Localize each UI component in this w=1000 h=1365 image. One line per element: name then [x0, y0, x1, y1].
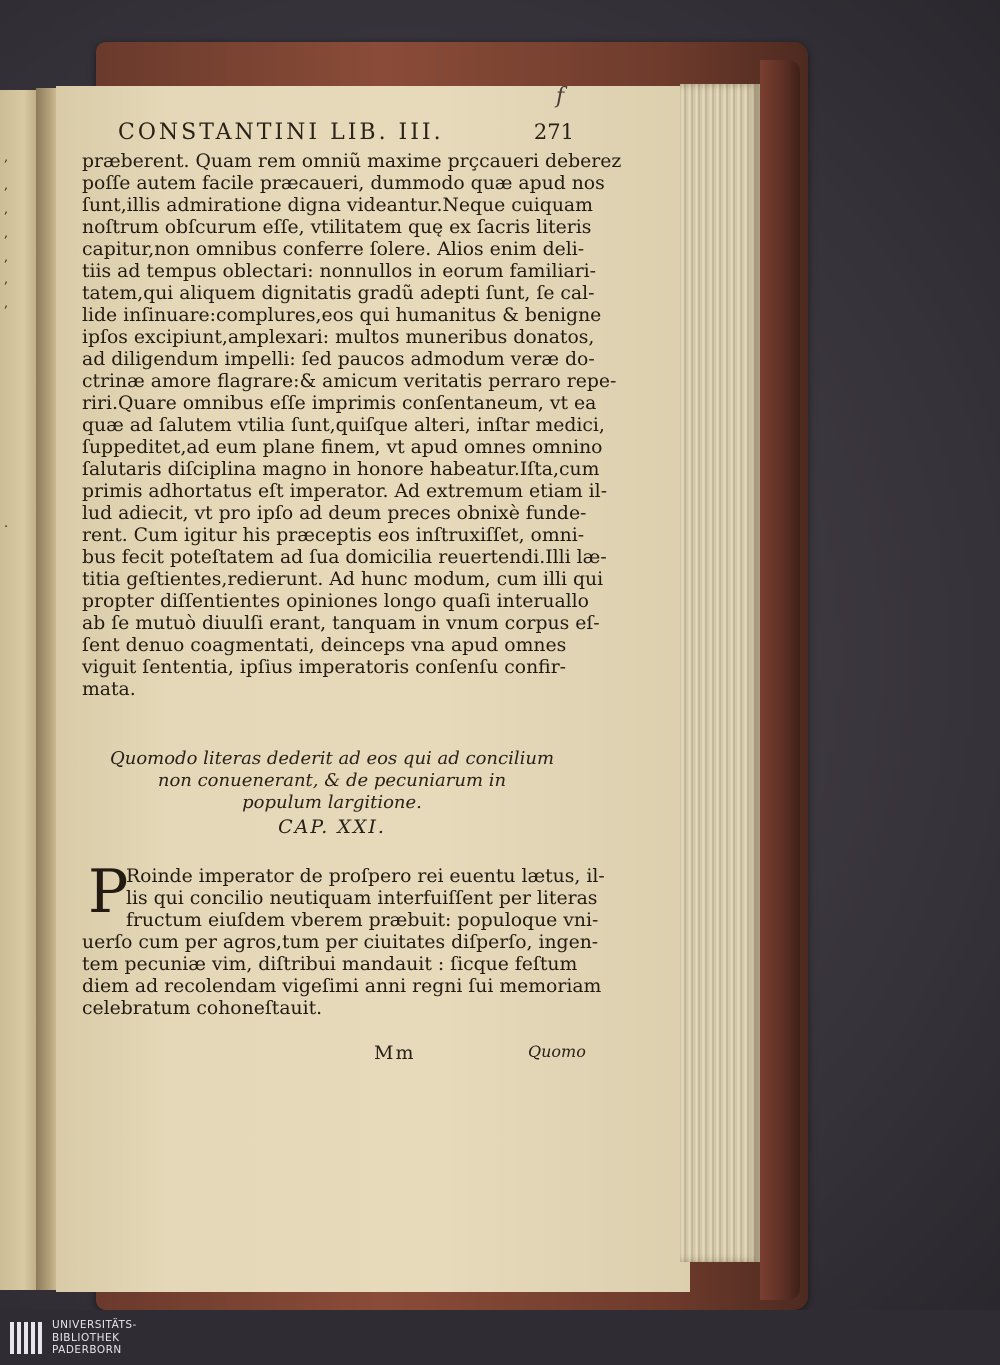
logo-line: PADERBORN: [52, 1344, 122, 1356]
text-line: primis adhortatus eſt imperator. Ad extremum etiam il-: [82, 481, 608, 502]
heading-line: populum largitione.: [242, 792, 422, 813]
text-line: capitur,non omnibus conferre ſolere. Alios enim deli-: [82, 239, 585, 260]
text-line: ctrinæ amore flagrare:& amicum veritatis perraro repe-: [82, 371, 617, 392]
main-paragraph: [82, 151, 622, 701]
text-line: quæ ad ſalutem vtilia ſunt,quiſque alteri, inſtar medici,: [82, 415, 605, 436]
text-line: ſent denuo coagmentati, deinceps vna apud omnes: [82, 635, 567, 656]
text-line: lis qui concilio neutiquam interfuiſſent per literas: [126, 888, 598, 909]
text-line: celebratum cohoneſtauit.: [82, 998, 323, 1019]
text-line: fructum eiuſdem vberem præbuit: populoque vni-: [126, 910, 599, 931]
text-line: lud adiecit, vt pro ipſo ad deum preces obnixè funde-: [82, 503, 587, 524]
page-edges: [680, 84, 760, 1262]
logo-line: BIBLIOTHEK: [52, 1331, 120, 1344]
text-line: Roinde imperator de proſpero rei euentu lætus, il-: [126, 866, 605, 887]
text-line: diem ad recolendam vigeſimi anni regni ſui memoriam: [82, 976, 602, 997]
text-line: ab ſe mutuò diuulſi erant, tanquam in vnum corpus eſ-: [82, 613, 600, 634]
text-line: lide inſinuare:complures,eos qui humanitus & benigne: [82, 305, 602, 326]
pencil-mark: f: [556, 84, 565, 109]
text-line: tatem,qui aliquem dignitatis gradũ adepti ſunt, ſe cal-: [82, 283, 595, 304]
text-line: propter diſſentientes opiniones longo quaſi interuallo: [82, 591, 589, 612]
page-number: 271: [533, 120, 574, 144]
text-line: rent. Cum igitur his præceptis eos inſtruxiſſet, omni-: [82, 525, 585, 546]
text-line: poſſe autem facile præcaueri, dummodo quæ apud nos: [82, 173, 605, 194]
text-line: mata.: [82, 679, 136, 700]
catchword: Quomo: [528, 1042, 586, 1061]
left-page-edge: [0, 90, 40, 1290]
text-line: viguit ſententia, ipſius imperatoris conſenſu confir-: [82, 657, 567, 678]
signature-mark: Mm: [374, 1042, 416, 1064]
drop-cap: P: [88, 857, 129, 927]
chapter-number: CAP. XXI.: [278, 816, 386, 838]
library-logo-text: [52, 1319, 137, 1357]
text-line: præberent. Quam rem omniũ maxime prçcaueri deberez: [82, 151, 622, 172]
running-title: CONSTANTINI LIB. III.: [118, 120, 444, 145]
text-line: riri.Quare omnibus eſſe imprimis conſentaneum, vt ea: [82, 393, 597, 414]
text-line: bus fecit poteſtatem ad ſua domicilia reuertendi.Illi læ-: [82, 547, 607, 568]
library-footer: [0, 1310, 1000, 1365]
heading-line: Quomodo literas dederit ad eos qui ad concilium: [109, 748, 555, 769]
text-line: ſuppeditet,ad eum plane finem, vt apud omnes omnino: [82, 437, 603, 458]
text-line: ſalutaris diſciplina magno in honore habeatur.Iſta,cum: [82, 459, 600, 480]
text-line: uerſo cum per agros,tum per ciuitates diſperſo, ingen-: [82, 932, 599, 953]
text-line: titia geſtientes,redierunt. Ad hunc modum, cum illi qui: [82, 569, 604, 590]
chapter-paragraph: [82, 857, 605, 1020]
running-header: [118, 116, 574, 152]
library-logo-icon: [8, 1318, 46, 1358]
logo-line: UNIVERSITÄTS-: [52, 1319, 137, 1331]
heading-line: non conuenerant, & de pecuniarum in: [157, 770, 507, 791]
text-line: tiis ad tempus oblectari: nonnullos in eorum familiari-: [82, 261, 597, 282]
text-line: ipſos excipiunt,amplexari: multos muneribus donatos,: [82, 327, 595, 348]
cover-edge: [760, 60, 800, 1300]
chapter-heading: [82, 748, 582, 814]
text-line: ſunt,illis admiratione digna videantur.Neque cuiquam: [82, 195, 593, 216]
text-line: tem pecuniæ vim, diſtribui mandauit : ſicque feſtum: [82, 954, 578, 975]
text-line: ad diligendum impelli: ſed paucos admodum veræ do-: [82, 349, 595, 370]
text-line: noſtrum obſcurum eſſe, vtilitatem quę ex ſacris literis: [82, 217, 592, 238]
